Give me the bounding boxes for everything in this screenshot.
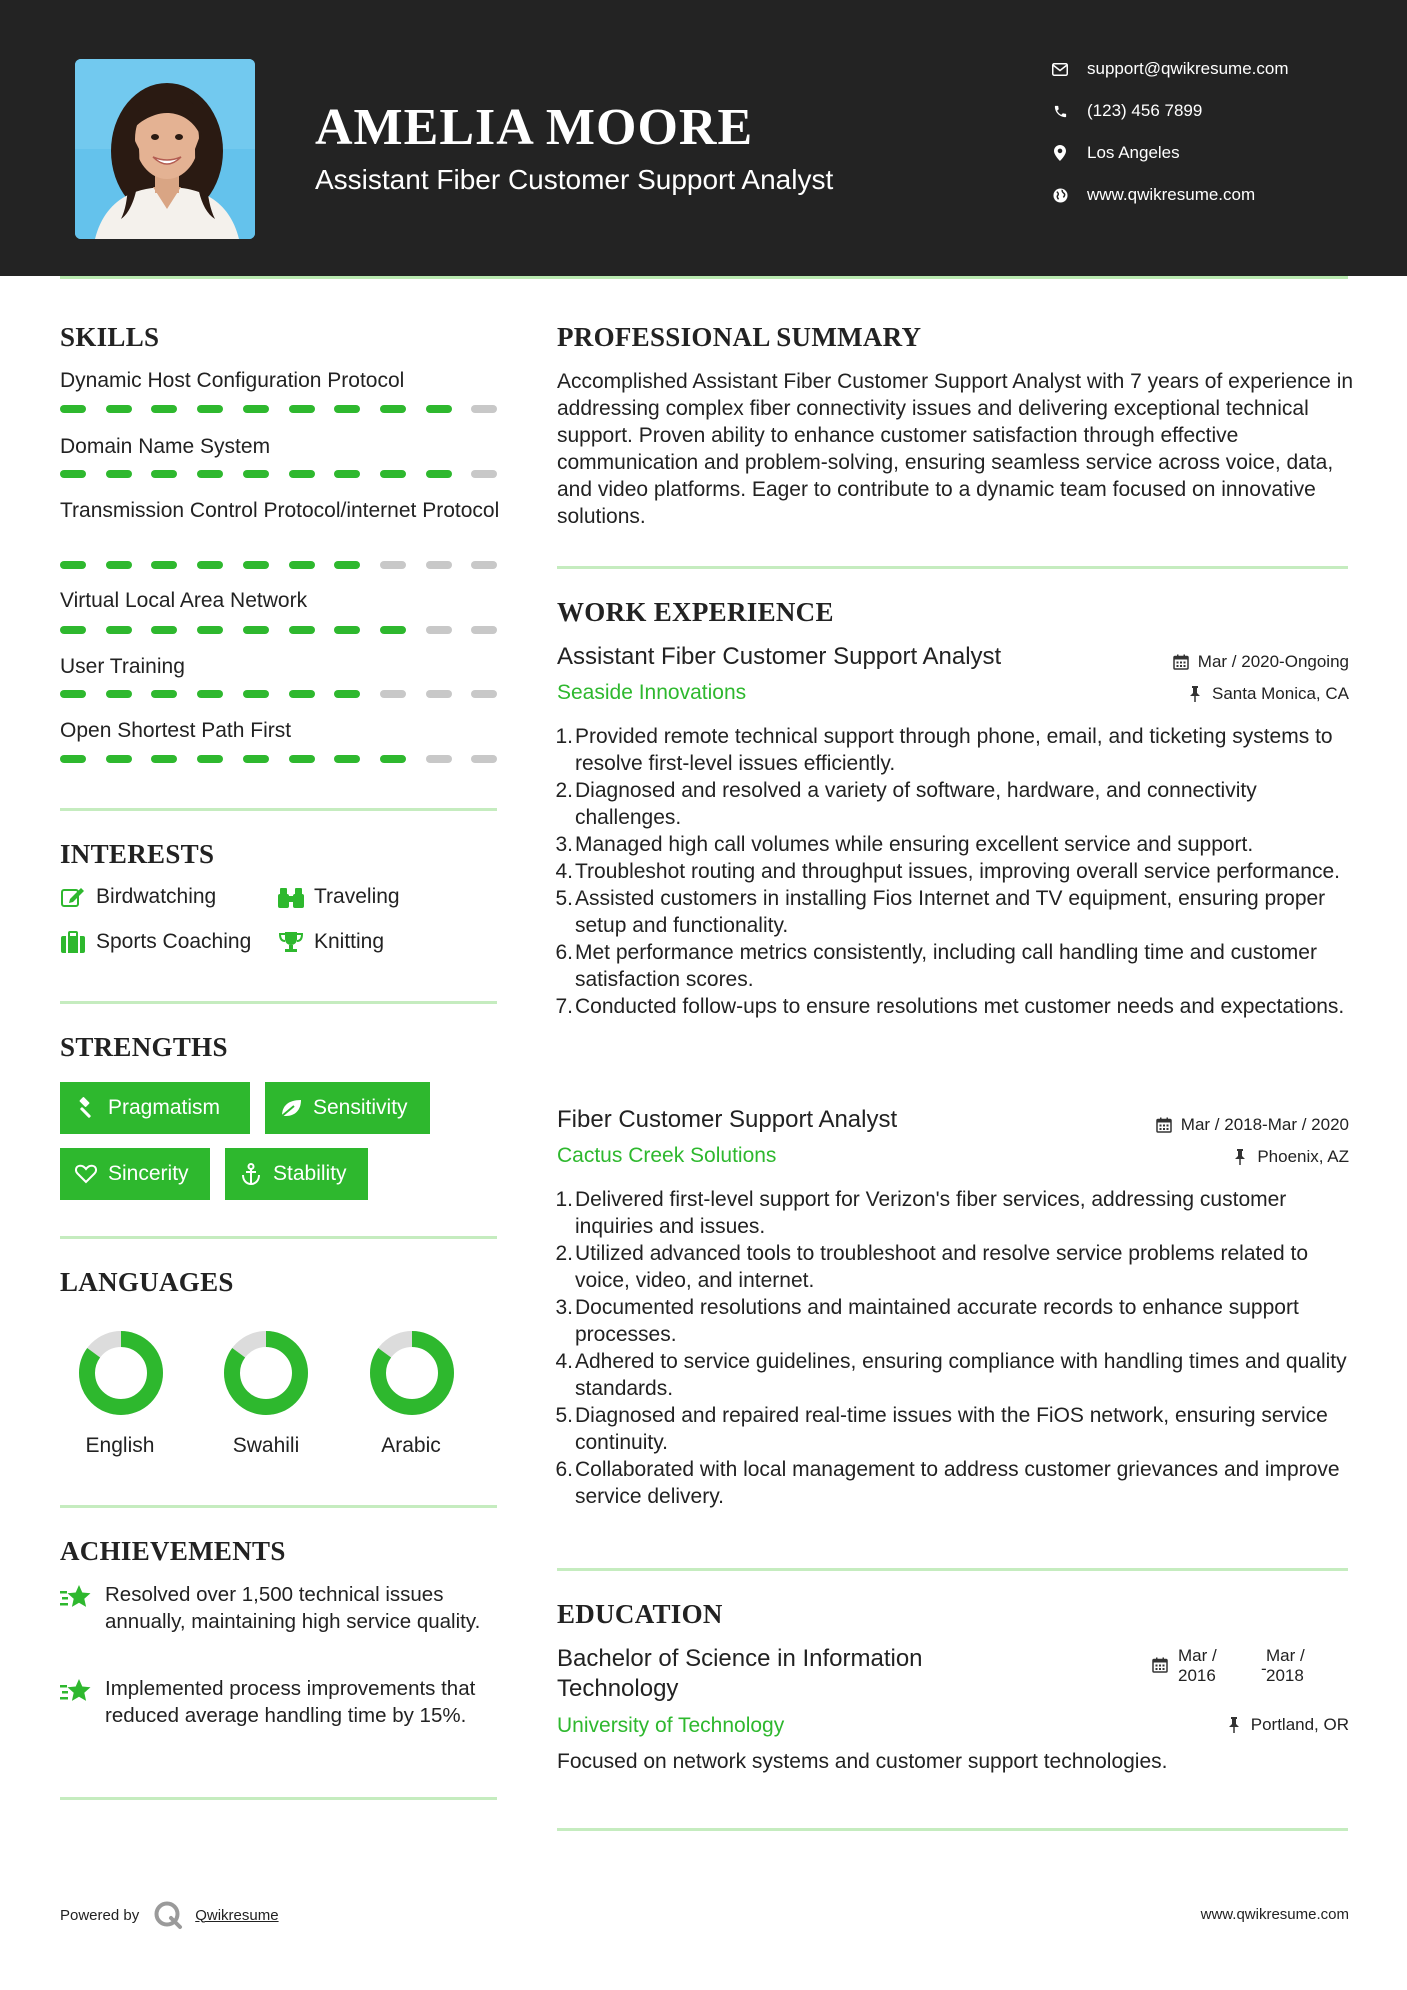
strength-badge: Sensitivity <box>265 1082 430 1134</box>
section-divider <box>557 566 1348 569</box>
responsibility-text: Provided remote technical support through phone, email, and ticketing systems to resolve first-level issues efficiently. <box>575 725 1333 775</box>
education-description: Focused on network systems and customer support technologies. <box>557 1750 1168 1773</box>
resume-header <box>0 0 1407 276</box>
contact-location-text: Los Angeles <box>1087 143 1180 162</box>
skill-level-dot <box>471 470 497 478</box>
skill-label: User Training <box>60 655 185 678</box>
languages-heading: LANGUAGES <box>60 1267 234 1297</box>
interest-item: Knitting <box>278 929 384 955</box>
skill-level-dot <box>151 690 177 698</box>
skill-level-dot <box>380 561 406 569</box>
pushpin-icon <box>1186 685 1204 703</box>
list-number: 7. <box>555 995 573 1018</box>
responsibility-item <box>557 1402 1357 1456</box>
language-label: Arabic <box>381 1434 441 1457</box>
section-divider <box>557 1568 1348 1571</box>
brand-link[interactable]: Qwikresume <box>195 1906 279 1924</box>
skill-level-bar <box>60 405 500 413</box>
skill-level-dot <box>426 626 452 634</box>
skill-level-dot <box>334 755 360 763</box>
skill-level-dot <box>60 626 86 634</box>
job-date: Mar / 2018-Mar / 2020 <box>1155 1115 1349 1135</box>
skill-level-dot <box>334 405 360 413</box>
skill-level-dot <box>106 561 132 569</box>
school-name: University of Technology <box>557 1714 785 1737</box>
responsibility-item <box>557 777 1357 831</box>
skill-level-dot <box>197 755 223 763</box>
job-responsibilities <box>557 1186 1357 1510</box>
list-number: 2. <box>555 779 573 802</box>
skill-level-dot <box>426 561 452 569</box>
degree-title-line2: Technology <box>557 1675 679 1702</box>
contact-phone-text: (123) 456 7899 <box>1087 101 1203 120</box>
job-location: Santa Monica, CA <box>1186 684 1349 704</box>
job-date: Mar / 2020-Ongoing <box>1172 652 1349 672</box>
education-heading: EDUCATION <box>557 1599 723 1629</box>
skill-level-dot <box>471 561 497 569</box>
section-divider <box>60 1001 497 1004</box>
skill-label: Dynamic Host Configuration Protocol <box>60 369 405 392</box>
education-end-date: Mar / 2018 <box>1266 1646 1305 1685</box>
company-name: Seaside Innovations <box>557 681 747 704</box>
responsibility-text: Met performance metrics consistently, including call handling time and customer satisfaction scores. <box>575 941 1317 991</box>
job-title: Fiber Customer Support Analyst <box>557 1106 898 1133</box>
interests-heading: INTERESTS <box>60 839 215 869</box>
job-title: Assistant Fiber Customer Support Analyst <box>557 643 1002 670</box>
section-divider <box>60 1505 497 1508</box>
footer-powered-by: Powered by Qwikresume <box>60 1900 279 1930</box>
qwikresume-logo-icon <box>153 1900 183 1930</box>
skill-level-dot <box>380 626 406 634</box>
language-level-ring <box>223 1330 309 1416</box>
language-level-ring <box>78 1330 164 1416</box>
list-number: 6. <box>555 1458 573 1481</box>
achievements-heading: ACHIEVEMENTS <box>60 1536 286 1566</box>
list-number: 6. <box>555 941 573 964</box>
contact-email-text: support@qwikresume.com <box>1087 59 1289 78</box>
list-number: 1. <box>555 725 573 748</box>
language-label: Swahili <box>232 1434 300 1457</box>
skill-level-dot <box>106 755 132 763</box>
skill-level-dot <box>426 690 452 698</box>
skill-level-dot <box>106 405 132 413</box>
responsibility-item <box>557 723 1357 777</box>
phone-icon <box>1050 101 1070 121</box>
skill-level-dot <box>289 561 315 569</box>
skill-level-dot <box>60 755 86 763</box>
skill-level-dot <box>151 561 177 569</box>
responsibility-text: Diagnosed and repaired real-time issues with the FiOS network, ensuring service continuity. <box>575 1404 1328 1454</box>
skill-level-dot <box>197 561 223 569</box>
binoculars-icon <box>278 884 304 910</box>
calendar-icon <box>1172 653 1190 671</box>
skill-level-dot <box>106 626 132 634</box>
responsibility-text: Delivered first-level support for Verizon's fiber services, addressing customer inquiries and issues. <box>575 1188 1287 1238</box>
skill-level-dot <box>471 626 497 634</box>
skill-level-bar <box>60 470 500 478</box>
responsibility-item <box>557 885 1357 939</box>
skill-level-dot <box>289 690 315 698</box>
responsibility-item <box>557 939 1357 993</box>
leaf-icon <box>279 1096 303 1120</box>
skill-label: Domain Name System <box>60 435 271 458</box>
list-number: 1. <box>555 1188 573 1211</box>
responsibility-item <box>557 1294 1357 1348</box>
contact-website[interactable] <box>1050 181 1350 209</box>
company-name: Cactus Creek Solutions <box>557 1144 777 1167</box>
skill-level-bar <box>60 755 500 763</box>
responsibility-text: Documented resolutions and maintained accurate records to enhance support processes. <box>575 1296 1299 1346</box>
skill-label: Open Shortest Path First <box>60 719 292 742</box>
list-number: 3. <box>555 1296 573 1319</box>
skill-level-dot <box>380 405 406 413</box>
skill-level-dot <box>197 470 223 478</box>
summary-text: Accomplished Assistant Fiber Customer Support Analyst with 7 years of experience in addressing complex fiber connectivity issues and delivering exceptional technical support. Proven ability to enhance customer satisfaction through effective communication and problem-solving, ensuring seamless service across voice, data, and video platforms. Eager to contribute to a dynamic team focused on innovative solutions. <box>557 370 1354 528</box>
map-pin-icon <box>1050 143 1070 163</box>
contact-email[interactable] <box>1050 55 1350 83</box>
skill-level-dot <box>243 470 269 478</box>
skill-level-dot <box>151 470 177 478</box>
skill-level-dot <box>380 690 406 698</box>
list-number: 4. <box>555 860 573 883</box>
skill-level-dot <box>151 626 177 634</box>
skill-level-dot <box>106 470 132 478</box>
trophy-icon <box>278 929 304 955</box>
strengths-heading: STRENGTHS <box>60 1032 228 1062</box>
list-number: 5. <box>555 1404 573 1427</box>
strength-badge: Sincerity <box>60 1148 210 1200</box>
skill-label: Virtual Local Area Network <box>60 589 308 612</box>
skill-level-dot <box>60 470 86 478</box>
list-number: 3. <box>555 833 573 856</box>
skill-level-bar <box>60 690 500 698</box>
skill-level-bar <box>60 561 500 569</box>
skill-level-dot <box>243 405 269 413</box>
heart-icon <box>74 1162 98 1186</box>
briefcase-icon <box>60 929 86 955</box>
education-location: Portland, OR <box>1225 1715 1349 1735</box>
strength-badge: Pragmatism <box>60 1082 250 1134</box>
skill-level-dot <box>289 755 315 763</box>
achievement-text: Implemented process improvements that reduced average handling time by 15%. <box>105 1677 476 1727</box>
skill-level-dot <box>426 755 452 763</box>
interest-item: Traveling <box>278 884 400 910</box>
skills-heading: SKILLS <box>60 322 160 352</box>
skill-level-dot <box>243 755 269 763</box>
list-number: 2. <box>555 1242 573 1265</box>
globe-icon <box>1050 185 1070 205</box>
skill-level-dot <box>60 405 86 413</box>
skill-level-bar <box>60 626 500 634</box>
skill-level-dot <box>471 405 497 413</box>
gavel-icon <box>74 1096 98 1120</box>
skill-level-dot <box>334 470 360 478</box>
skill-level-dot <box>243 626 269 634</box>
skill-level-dot <box>426 405 452 413</box>
skill-level-dot <box>334 690 360 698</box>
list-number: 5. <box>555 887 573 910</box>
skill-level-dot <box>197 626 223 634</box>
section-divider <box>60 1797 497 1800</box>
section-divider <box>557 1828 1348 1831</box>
calendar-icon <box>1155 1116 1173 1134</box>
star-icon <box>60 1677 92 1705</box>
skill-level-dot <box>151 405 177 413</box>
job-responsibilities <box>557 723 1357 1020</box>
section-divider <box>60 1236 497 1239</box>
anchor-icon <box>239 1162 263 1186</box>
achievement-text: Resolved over 1,500 technical issues annually, maintaining high service quality. <box>105 1583 481 1633</box>
skill-level-dot <box>334 626 360 634</box>
interest-item: Sports Coaching <box>60 929 251 955</box>
skill-level-dot <box>289 405 315 413</box>
education-start-date: Mar / 2016 <box>1178 1646 1217 1685</box>
responsibility-text: Adhered to service guidelines, ensuring compliance with handling times and quality standards. <box>575 1350 1347 1400</box>
skill-level-dot <box>197 690 223 698</box>
footer-website[interactable]: www.qwikresume.com <box>1200 1906 1349 1923</box>
skill-level-dot <box>106 690 132 698</box>
experience-heading: WORK EXPERIENCE <box>557 597 834 627</box>
header-divider <box>60 276 1348 279</box>
skill-level-dot <box>289 470 315 478</box>
skill-level-dot <box>60 561 86 569</box>
profile-photo <box>75 59 255 239</box>
responsibility-item <box>557 993 1357 1020</box>
contact-phone[interactable] <box>1050 97 1350 125</box>
responsibility-text: Utilized advanced tools to troubleshoot and resolve service problems related to voice, video, and internet. <box>575 1242 1309 1292</box>
envelope-icon <box>1050 59 1070 79</box>
skill-level-dot <box>380 470 406 478</box>
skill-level-dot <box>60 690 86 698</box>
summary-heading: PROFESSIONAL SUMMARY <box>557 322 922 352</box>
responsibility-text: Diagnosed and resolved a variety of software, hardware, and connectivity challenges. <box>575 779 1257 829</box>
list-number: 4. <box>555 1350 573 1373</box>
skill-level-dot <box>289 626 315 634</box>
responsibility-item <box>557 1186 1357 1240</box>
responsibility-text: Troubleshot routing and throughput issues, improving overall service performance. <box>575 860 1340 883</box>
skill-level-dot <box>426 470 452 478</box>
skill-level-dot <box>243 561 269 569</box>
responsibility-item <box>557 1348 1357 1402</box>
date-separator: - <box>1261 1659 1267 1678</box>
job-location: Phoenix, AZ <box>1231 1147 1349 1167</box>
degree-title-line1: Bachelor of Science in Information <box>557 1645 923 1672</box>
responsibility-text: Assisted customers in installing Fios Internet and TV equipment, ensuring proper setup and functionality. <box>575 887 1326 937</box>
skill-level-dot <box>197 405 223 413</box>
responsibility-item <box>557 1240 1357 1294</box>
calendar-icon <box>1152 1657 1170 1675</box>
contact-website-text: www.qwikresume.com <box>1087 185 1256 204</box>
language-label: English <box>85 1434 155 1457</box>
responsibility-text: Managed high call volumes while ensuring excellent service and support. <box>575 833 1254 856</box>
responsibility-text: Collaborated with local management to address customer grievances and improve service delivery. <box>575 1458 1340 1508</box>
responsibility-text: Conducted follow-ups to ensure resolutions met customer needs and expectations. <box>575 995 1345 1018</box>
strength-badge: Stability <box>225 1148 368 1200</box>
skill-level-dot <box>151 755 177 763</box>
edit-icon <box>60 884 86 910</box>
star-icon <box>60 1583 92 1611</box>
skill-label: Transmission Control Protocol/internet Protocol <box>60 499 500 522</box>
language-level-ring <box>369 1330 455 1416</box>
contact-location <box>1050 139 1350 167</box>
pushpin-icon <box>1231 1148 1249 1166</box>
skill-level-dot <box>243 690 269 698</box>
skill-level-dot <box>471 690 497 698</box>
section-divider <box>60 808 497 811</box>
responsibility-item <box>557 858 1357 885</box>
responsibility-item <box>557 831 1357 858</box>
skill-level-dot <box>380 755 406 763</box>
skill-level-dot <box>334 561 360 569</box>
interest-item: Birdwatching <box>60 884 216 910</box>
skill-level-dot <box>471 755 497 763</box>
pushpin-icon <box>1225 1716 1243 1734</box>
responsibility-item <box>557 1456 1357 1510</box>
candidate-role: Assistant Fiber Customer Support Analyst <box>315 164 834 195</box>
candidate-name: AMELIA MOORE <box>315 99 754 156</box>
